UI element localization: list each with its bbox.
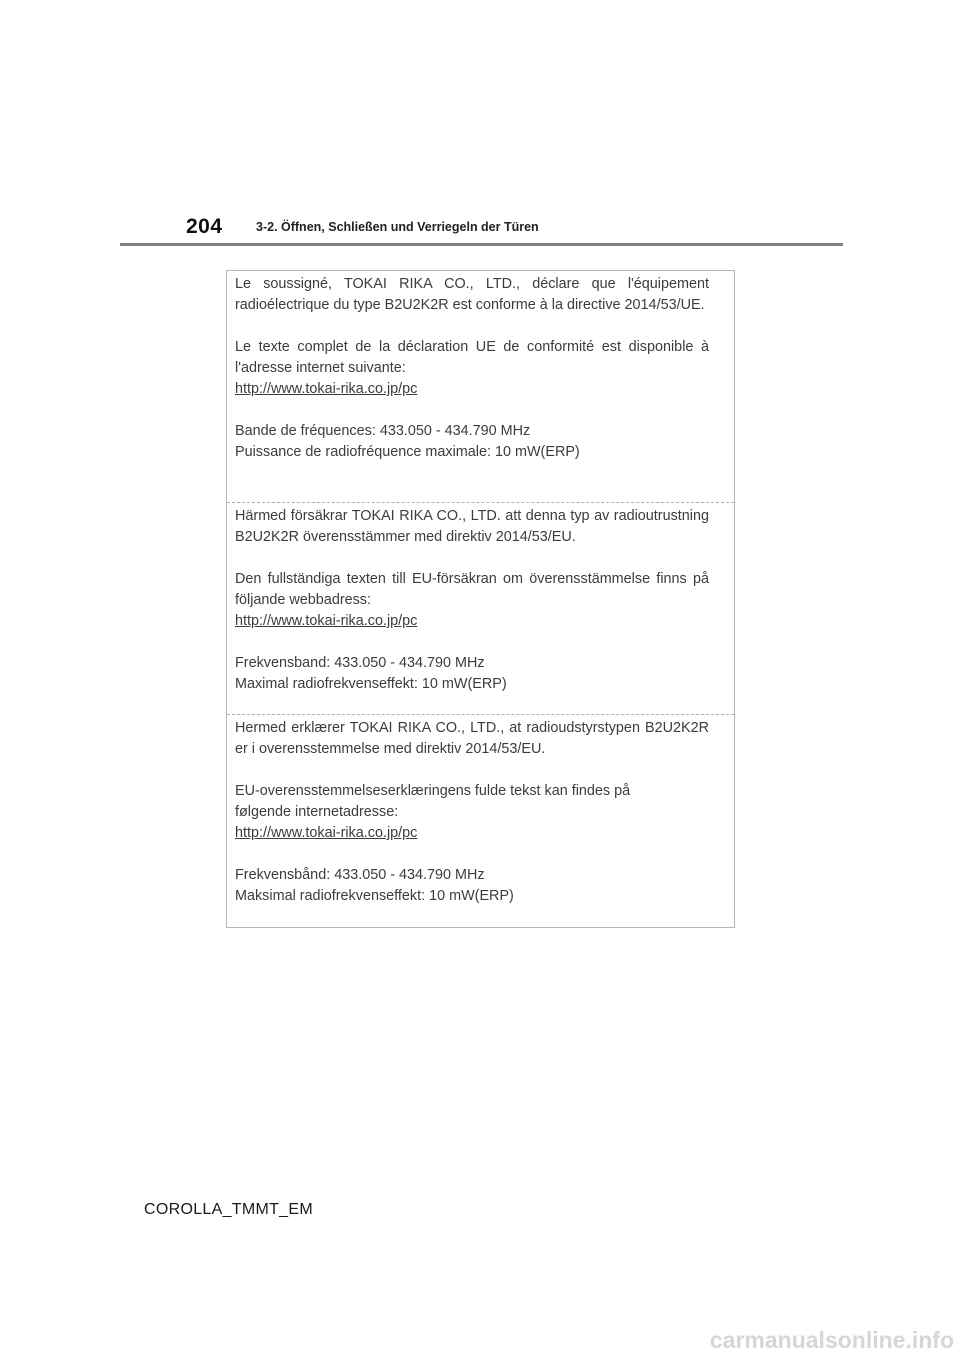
section-danish	[227, 715, 734, 927]
section-swedish	[227, 503, 734, 714]
max-power: Maksimal radiofrekvenseffekt: 10 mW(ERP)	[235, 888, 514, 904]
spacer	[235, 760, 709, 781]
section-title: 3-2. Öffnen, Schließen und Verriegeln der Türen	[256, 220, 539, 234]
frequency-band: Bande de fréquences: 433.050 - 434.790 MHz	[235, 423, 531, 439]
declaration-url-link[interactable]	[235, 823, 709, 844]
watermark: carmanualsonline.info	[709, 1327, 954, 1353]
full-text-intro: Den fullständiga texten till EU-försäkran om överensstämmelse finns på följande webbadress:	[235, 571, 709, 608]
declaration-text: Le soussigné, TOKAI RIKA CO., LTD., déclare que l'équipement radioélectrique du type B2U2K2R est conforme à la directive 2014/53/UE.	[235, 276, 709, 313]
declaration-text: Hermed erklærer TOKAI RIKA CO., LTD., at radioudstyrstypen B2U2K2R er i overensstemmelse med direktiv 2014/53/EU.	[235, 720, 709, 757]
max-power: Puissance de radiofréquence maximale: 10 mW(ERP)	[235, 444, 580, 460]
url-text[interactable]: http://www.tokai-rika.co.jp/pc	[235, 381, 418, 397]
frequency-band: Frekvensbånd: 433.050 - 434.790 MHz	[235, 867, 485, 883]
spacer	[235, 632, 709, 653]
section-french	[227, 271, 734, 502]
declaration-box	[226, 270, 735, 928]
document-code: COROLLA_TMMT_EM	[144, 1201, 313, 1218]
full-text-intro-line-2: følgende internetadresse:	[235, 804, 399, 820]
spacer	[235, 316, 709, 337]
full-text-intro-line-1: EU-overensstemmelseserklæringens fulde tekst kan findes på	[235, 783, 631, 799]
header-rule	[120, 243, 843, 246]
spacer	[235, 548, 709, 569]
url-text[interactable]: http://www.tokai-rika.co.jp/pc	[235, 613, 418, 629]
spacer	[235, 844, 709, 865]
full-text-intro: Le texte complet de la déclaration UE de conformité est disponible à l'adresse internet suivante:	[235, 339, 709, 376]
page-number: 204	[186, 215, 223, 238]
frequency-band: Frekvensband: 433.050 - 434.790 MHz	[235, 655, 485, 671]
declaration-text: Härmed försäkrar TOKAI RIKA CO., LTD. att denna typ av radioutrustning B2U2K2R överensstämmer med direktiv 2014/53/EU.	[235, 508, 709, 545]
declaration-url-link[interactable]	[235, 379, 709, 400]
max-power: Maximal radiofrekvenseffekt: 10 mW(ERP)	[235, 676, 507, 692]
spacer	[235, 400, 709, 421]
url-text[interactable]: http://www.tokai-rika.co.jp/pc	[235, 825, 418, 841]
declaration-url-link[interactable]	[235, 611, 709, 632]
